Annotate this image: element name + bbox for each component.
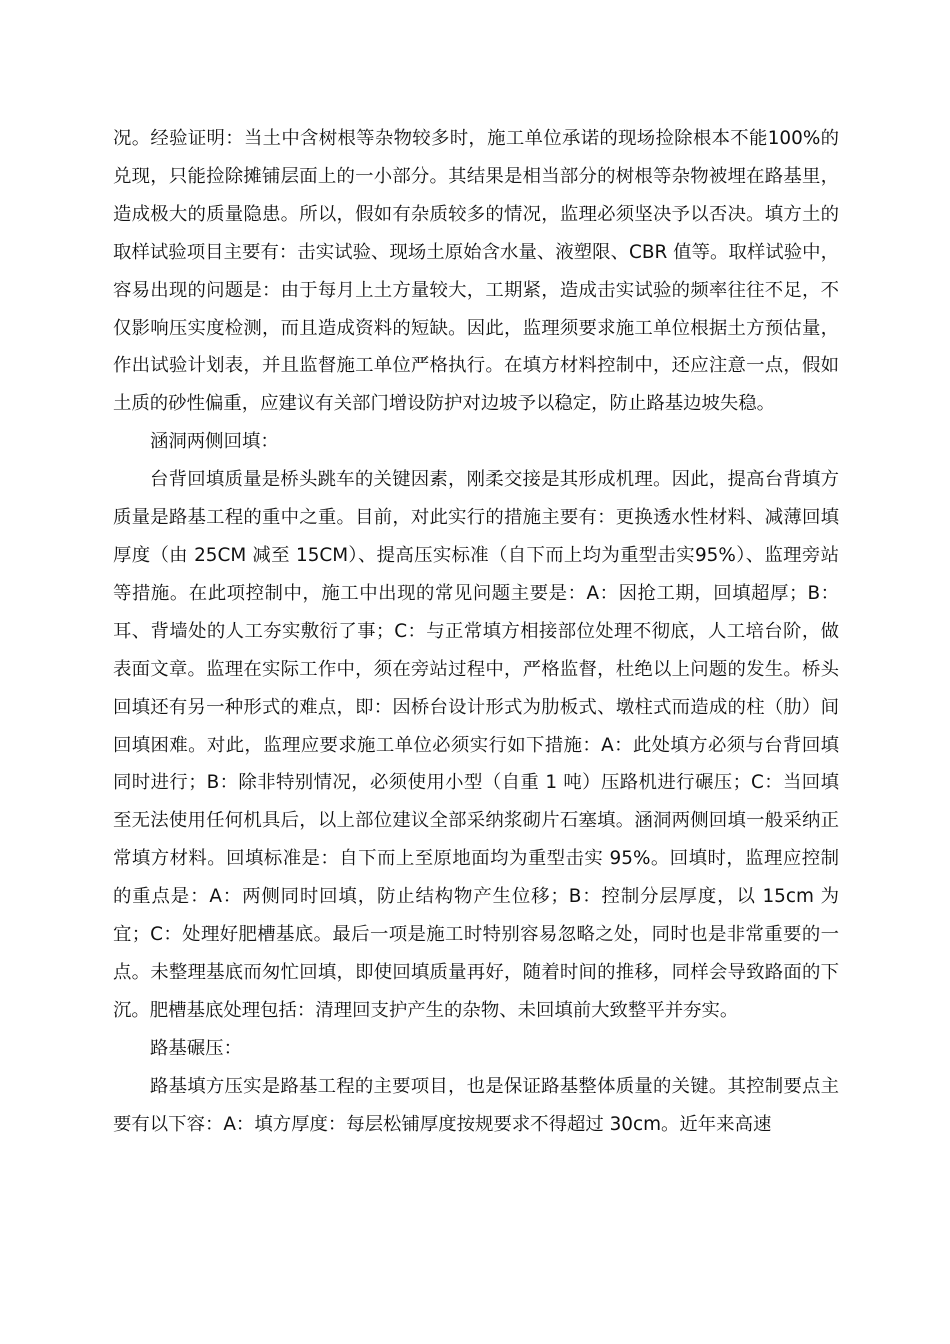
- section-heading-culvert-backfill: 涵洞两侧回填：: [150, 431, 279, 453]
- document-body: [113, 120, 839, 1143]
- section-heading-subgrade-compaction: 路基碾压：: [150, 1037, 242, 1059]
- paragraph-fill-materials: 况。经验证明：当土中含树根等杂物较多时，施工单位承诺的现场捡除根本不能100%的兑现，只能捡除摊铺层面上的一小部分。其结果是相当部分的树根等杂物被埋在路基里，造成极大的质量隐患。所以，假如有杂质较多的情况，监理必须坚决予以否决。填方土的取样试验项目主要有：击实试验、现场土原始含水量、液塑限、CBR 值等。取样试验中，容易出现的问题是：由于每月上土方量较大，工期紧，造成击实试验的频率往往不足，不仅影响压实度检测，而且造成资料的短缺。因此，监理须要求施工单位根据土方预估量，作出试验计划表，并且监督施工单位严格执行。在填方材料控制中，还应注意一点，假如土质的砂性偏重，应建议有关部门增设防护对边坡予以稳定，防止路基边坡失稳。: [113, 128, 839, 415]
- paragraph-compaction: 路基填方压实是路基工程的主要项目，也是保证路基整体质量的关键。其控制要点主要有以下容：A：填方厚度：每层松铺厚度按规要求不得超过 30cm。近年来高速: [113, 1075, 839, 1135]
- paragraph-abutment-backfill: 台背回填质量是桥头跳车的关键因素，刚柔交接是其形成机理。因此，提高台背填方质量是路基工程的重中之重。目前，对此实行的措施主要有：更换透水性材料、减薄回填厚度（由 25CM 减至 15CM）、提高压实标准（自下而上均为重型击实95%）、监理旁站等措施。在此项控制中，施工中出现的常见问题主要是：A：因抢工期，回填超厚；B：耳、背墙处的人工夯实敷衍了事；C：与正常填方相接部位处理不彻底，人工培台阶，做表面文章。监理在实际工作中，须在旁站过程中，严格监督，杜绝以上问题的发生。桥头回填还有另一种形式的难点，即：因桥台设计形式为肋板式、墩柱式而造成的柱（肋）间回填困难。对此，监理应要求施工单位必须实行如下措施：A：此处填方必须与台背回填同时进行；B：除非特别情况，必须使用小型（自重 1 吨）压路机进行碾压；C：当回填至无法使用任何机具后，以上部位建议全部采纳浆砌片石塞填。涵洞两侧回填一般采纳正常填方材料。回填标准是：自下而上至原地面均为重型击实 95%。回填时，监理应控制的重点是：A：两侧同时回填，防止结构物产生位移；B：控制分层厚度，以 15cm 为宜；C：处理好肥槽基底。最后一项是施工时特别容易忽略之处，同时也是非常重要的一点。未整理基底而匆忙回填，即使回填质量再好，随着时间的推移，同样会导致路面的下沉。肥槽基底处理包括：清理回支护产生的杂物、未回填前大致整平并夯实。: [113, 469, 839, 1021]
